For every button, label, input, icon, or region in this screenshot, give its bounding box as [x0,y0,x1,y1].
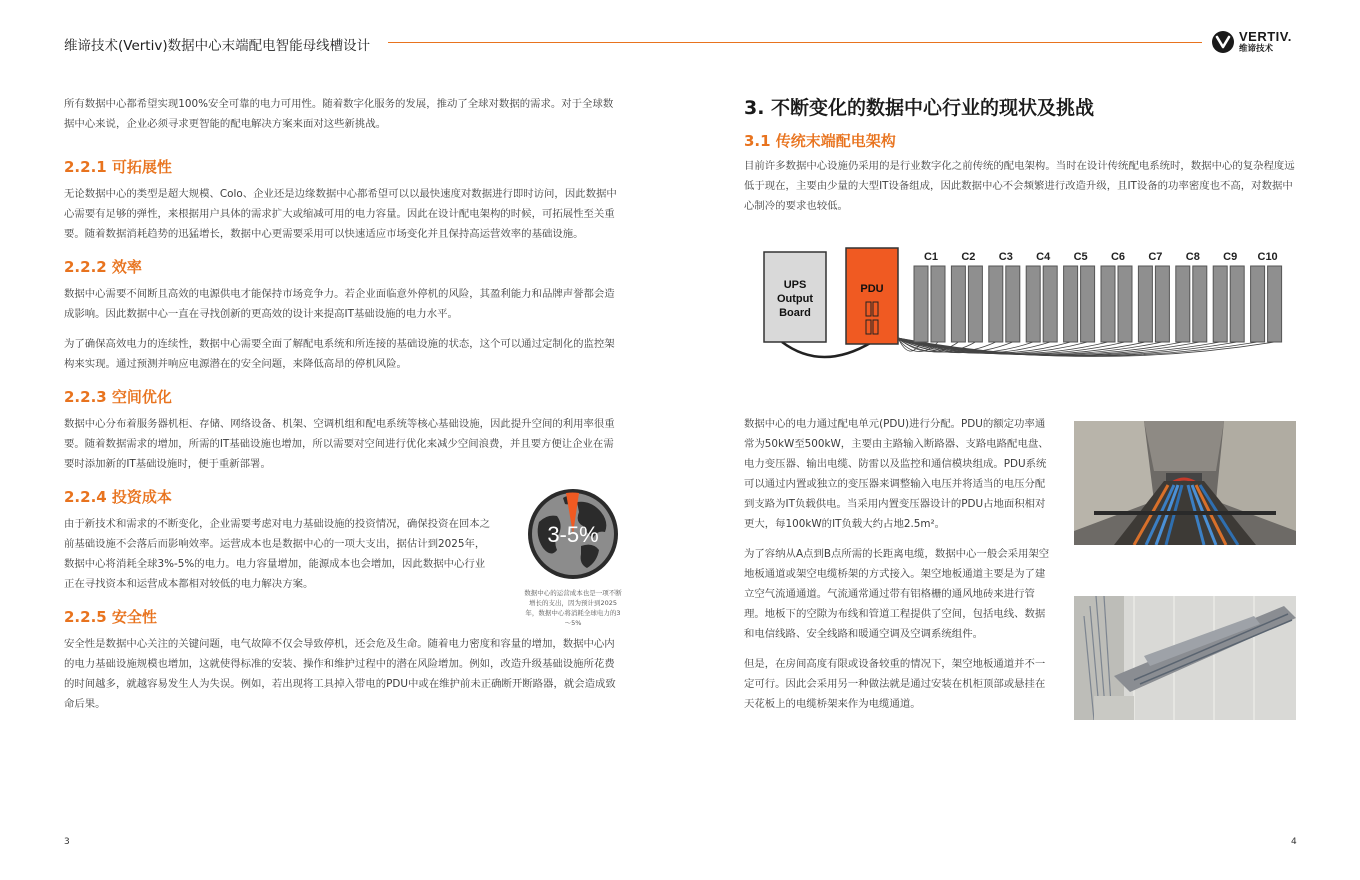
intro-paragraph: 所有数据中心都希望实现100%安全可靠的电力可用性。随着数字化服务的发展，推动了全球对数据的需求。对于全球数据中心来说，企业必须寻求更智能的配电解决方案来面对这些新挑战。 [64,98,614,130]
section-title-investment: 2.2.4 投资成本 [64,488,172,506]
pdu-box [846,248,898,344]
page-number-left: 3 [64,837,70,847]
server-rack [1064,266,1078,342]
rack-column-label: C2 [961,251,976,263]
rack-column-label: C8 [1185,251,1200,263]
traditional-paragraph: 目前许多数据中心设施仍采用的是行业数字化之前传统的配电架构。当时在设计传统配电系统时，数据中心的复杂程度远低于现在，主要由少量的大型IT设备组成，因此数据中心不会频繁进行改造升级，且IT设备的功率密度也不高，对数据中心制冷的要求也较低。 [744,160,1295,212]
rack-column-label: C9 [1223,251,1238,263]
rack-column-label: C6 [1110,251,1126,263]
power-distribution-diagram [762,242,1292,378]
logo-text-cn: 维谛技术 [1239,44,1274,54]
server-rack [1101,266,1115,342]
server-rack [1026,266,1040,342]
raised-floor-photo [1074,421,1296,545]
server-rack [1193,266,1207,342]
pdu-description [744,414,1054,724]
globe-icon [527,488,619,580]
raised-floor-paragraph: 为了容纳从A点到B点所需的长距离电缆，数据中心一般会采用架空地板通道或架空电缆桥架的方式接入。架空地板通道主要是为了建立空气流通通道。气流通常通过带有铝格栅的通风地砖来进行管理。地板下的空隙为布线和管道工程提供了空间，包括电线、数据和电信线路、安全线路和暖通空调及空调系统组件。 [744,548,1050,640]
rack-column-label: C4 [1036,251,1051,263]
ups-label-2: Output [776,293,814,305]
server-rack [1138,266,1152,342]
chapter-title: 3. 不断变化的数据中心行业的现状及挑战 [744,97,1095,119]
pdu-paragraph: 数据中心的电力通过配电单元(PDU)进行分配。PDU的额定功率通常为50kW至500kW，主要由主路输入断路器、支路电路配电盘、电力变压器、输出电缆、防雷以及监控和通信模块组成。PDU系统可以通过内置或独立的变压器来调整输入电压并将适当的电压分配到支路为IT负载供电。当采用内置变压器设计的PDU占地面积相对更大，每100kW的IT负载大约占地2.5m²。 [744,418,1049,530]
vertiv-logo-icon [1212,31,1234,53]
server-rack [1176,266,1190,342]
right-page-content [744,94,1297,226]
section-efficiency [64,256,617,374]
server-rack [951,266,965,342]
scalability-paragraph: 无论数据中心的类型是超大规模、Colo、企业还是边缘数据中心都希望可以以最快速度对数据进行即时访问，因此数据中心需要有足够的弹性，来根据用户具体的需求扩大或缩减可用的电力容量。因此在设计配电架构的时候，可拓展性至关重要。随着数据消耗趋势的迅猛增长，数据中心更需要采用可以快速适应市场变化并且保持高运营效率的基础设施。 [64,188,617,240]
server-rack [1155,266,1169,342]
section-title-space: 2.2.3 空间优化 [64,388,172,406]
document-title: 维谛技术(Vertiv)数据中心末端配电智能母线槽设计 [64,38,371,54]
server-rack [989,266,1003,342]
header-divider [388,42,1202,43]
server-rack [1268,266,1282,342]
cable-tray-paragraph: 但是，在房间高度有限或设备较重的情况下，架空地板通道并不一定可行。因此会采用另一种做法就是通过安装在机柜顶部或悬挂在天花板上的电缆桥架来作为电缆通道。 [744,658,1046,710]
rack-column-label: C5 [1073,251,1088,263]
server-rack [1230,266,1244,342]
left-page-content [64,94,622,726]
rack-column-label: C10 [1257,251,1278,263]
server-rack [1251,266,1265,342]
server-rack [1213,266,1227,342]
cable-tray-photo [1074,596,1296,720]
globe-caption: 数据中心的运营成本也是一项不断增长的支出，因为预计到2025年，数据中心将消耗全球电力的3～5% [524,589,622,627]
server-rack [1043,266,1057,342]
logo-text-en: VERTIV. [1239,29,1292,44]
server-rack [1118,266,1132,342]
server-rack [931,266,945,342]
ups-label-3: Board [779,307,811,319]
server-rack [1081,266,1095,342]
section-title-efficiency: 2.2.2 效率 [64,258,142,276]
efficiency-paragraph-2: 为了确保高效电力的连续性，数据中心需要全面了解配电系统和所连接的基础设施的状态，这个可以通过定制化的监控架构来实现。通过预测并响应电源潜在的安全问题，来降低高昂的停机风险。 [64,338,615,370]
server-rack [968,266,982,342]
globe-infographic [523,488,623,628]
server-rack [1006,266,1020,342]
globe-percentage: 3-5% [547,522,599,547]
section-title-scalability: 2.2.1 可拓展性 [64,158,172,176]
rack-column-label: C3 [998,251,1013,263]
efficiency-paragraph-1: 数据中心需要不间断且高效的电源供电才能保持市场竞争力。若企业面临意外停机的风险，其盈利能力和品牌声誉都会造成影响。因此数据中心一直在寻找创新的更高效的设计来提高IT基础设施的电力水平。 [64,288,615,320]
section-scalability [64,156,617,244]
section-title-safety: 2.2.5 安全性 [64,608,157,626]
server-rack [914,266,928,342]
vertiv-logo [1212,30,1292,54]
investment-paragraph: 由于新技术和需求的不断变化，企业需要考虑对电力基础设施的投资情况，确保投资在回本之前基础设施不会落后而影响效率。运营成本也是数据中心的一项大支出，据估计到2025年，数据中心将消耗全球3%-5%的电力。电力容量增加，能源成本也会增加，因此数据中心行业正在寻找资本和运营成本都相对较低的电力解决方案。 [64,518,491,590]
section-space-optimization [64,386,617,474]
rack-column-label: C1 [923,251,939,263]
section-title-traditional: 3.1 传统末端配电架构 [744,132,896,150]
rack-column-label: C7 [1148,251,1163,263]
space-paragraph: 数据中心分布着服务器机柜、存储、网络设备、机架、空调机组和配电系统等核心基础设施，因此提升空间的利用率很重要。随着数据需求的增加，所需的IT基础设施也增加，所以需要对空间进行优化来减少空间浪费，并且要方便让企业在需要时添加新的IT基础设施时，便于重新部署。 [64,418,615,470]
safety-paragraph: 安全性是数据中心关注的关键问题，电气故障不仅会导致停机，还会危及生命。随着电力密度和容量的增加，数据中心内的电力基础设施规模也增加，这就使得标准的安装、操作和维护过程中的潜在风险增加。例如，改造升级基础设施所花费的时间越多，就越容易发生人为失误。例如，若出现将工具掉入带电的PDU中或在维护前未正确断开断路器，就会造成致命后果。 [64,638,616,710]
ups-label-1: UPS [783,279,807,291]
page-number-right: 4 [1291,837,1297,847]
pdu-label: PDU [860,283,884,295]
